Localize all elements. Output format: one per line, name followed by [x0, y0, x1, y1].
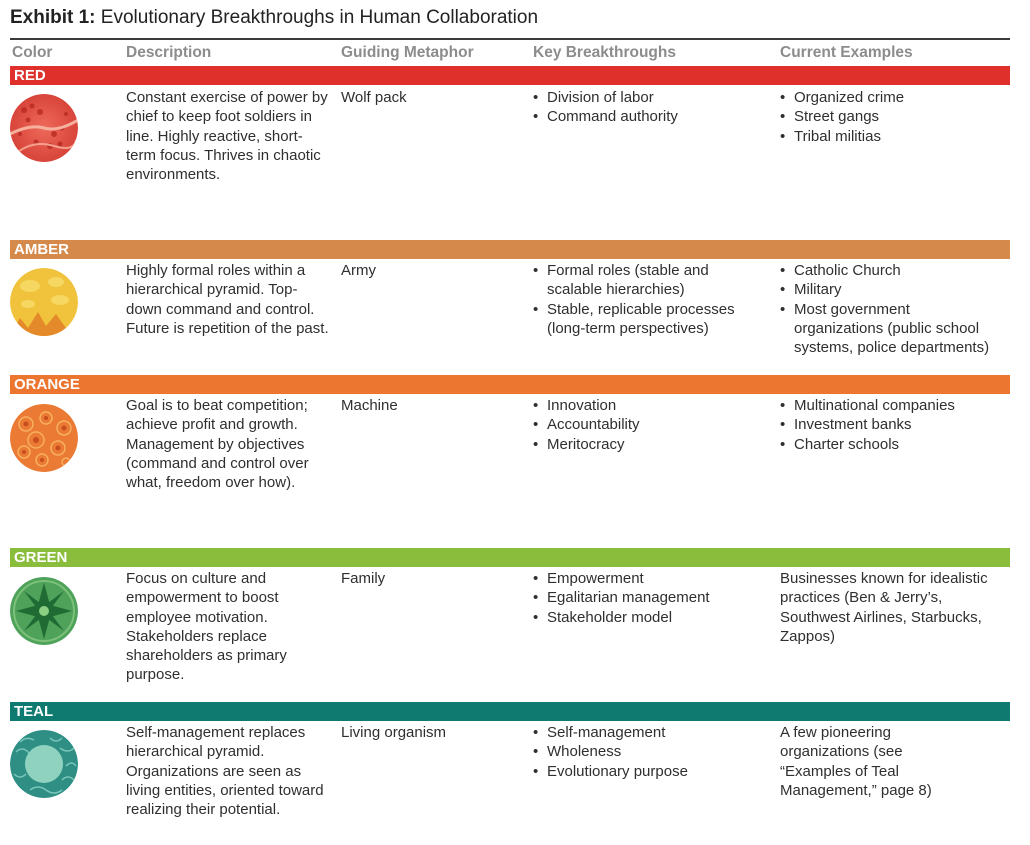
band-orange: ORANGE [10, 375, 1010, 394]
header-color: Color [12, 44, 53, 61]
column-headers [0, 44, 1030, 64]
red-description: Constant exercise of power by chief to keep foot soldiers in line. Highly reactive, short-term focus. Thrives in chaotic environments. [126, 89, 328, 184]
amber-examples [780, 261, 1000, 357]
teal-breakthroughs [533, 723, 748, 781]
red-metaphor: Wolf pack [341, 89, 407, 106]
list-item: • Self-management [533, 723, 748, 742]
list-item: • Catholic Church [780, 261, 1000, 280]
teal-examples: A few pioneering organizations (see “Examples of Teal Management,” page 8) [780, 724, 932, 799]
exhibit-title [10, 7, 538, 29]
green-pattern-icon [10, 577, 78, 645]
exhibit-title-text: Evolutionary Breakthroughs in Human Collaboration [100, 7, 539, 28]
amber-metaphor: Army [341, 262, 376, 279]
band-amber: AMBER [10, 240, 1010, 259]
amber-description: Highly formal roles within a hierarchical pyramid. Top-down command and control. Future is repetition of the past. [126, 262, 329, 337]
list-item: • Investment banks [780, 415, 1005, 434]
green-breakthroughs [533, 569, 748, 627]
list-item: • Division of labor [533, 88, 748, 107]
green-metaphor: Family [341, 570, 386, 587]
band-red: RED [10, 66, 1010, 85]
red-examples [780, 88, 1005, 146]
list-item: • Meritocracy [533, 435, 748, 454]
red-pattern-icon [10, 94, 78, 162]
list-item: • Military [780, 280, 1000, 299]
teal-description: Self-management replaces hierarchical pyramid. Organizations are seen as living entities, oriented toward realizing their potential. [126, 724, 324, 819]
orange-pattern-icon [10, 404, 78, 472]
list-item: • Charter schools [780, 435, 1005, 454]
orange-examples [780, 396, 1005, 454]
list-item: • Empowerment [533, 569, 748, 588]
header-metaphor: Guiding Metaphor [341, 44, 474, 61]
list-item: • Accountability [533, 415, 748, 434]
list-item: • Egalitarian management [533, 588, 748, 607]
header-description: Description [126, 44, 212, 61]
list-item: • Tribal militias [780, 127, 1005, 146]
orange-metaphor: Machine [341, 397, 398, 414]
list-item: • Multinational companies [780, 396, 1005, 415]
green-examples: Businesses known for idealistic practices (Ben & Jerry’s, Southwest Airlines, Starbucks, Zappos) [780, 570, 988, 645]
header-examples: Current Examples [780, 44, 913, 61]
exhibit-label: Exhibit 1: [10, 7, 96, 28]
list-item: • Command authority [533, 107, 748, 126]
amber-pattern-icon [10, 268, 78, 336]
list-item: • Formal roles (stable and scalable hierarchies) [533, 261, 748, 300]
orange-description: Goal is to beat competition; achieve profit and growth. Management by objectives (command and control over what, freedom over how). [126, 397, 309, 492]
green-description: Focus on culture and empowerment to boost employee motivation. Stakeholders replace shareholders as primary purpose. [126, 570, 287, 684]
list-item: • Most government organizations (public school systems, police departments) [780, 300, 1000, 358]
list-item: • Street gangs [780, 107, 1005, 126]
band-teal: TEAL [10, 702, 1010, 721]
amber-breakthroughs [533, 261, 748, 338]
teal-pattern-icon [10, 730, 78, 798]
red-breakthroughs [533, 88, 748, 127]
header-breakthroughs: Key Breakthroughs [533, 44, 676, 61]
list-item: • Innovation [533, 396, 748, 415]
title-rule [10, 38, 1010, 40]
list-item: • Stable, replicable processes (long-term perspectives) [533, 300, 748, 339]
list-item: • Evolutionary purpose [533, 762, 748, 781]
list-item: • Stakeholder model [533, 608, 748, 627]
orange-breakthroughs [533, 396, 748, 454]
teal-metaphor: Living organism [341, 724, 447, 741]
list-item: • Wholeness [533, 742, 748, 761]
list-item: • Organized crime [780, 88, 1005, 107]
band-green: GREEN [10, 548, 1010, 567]
